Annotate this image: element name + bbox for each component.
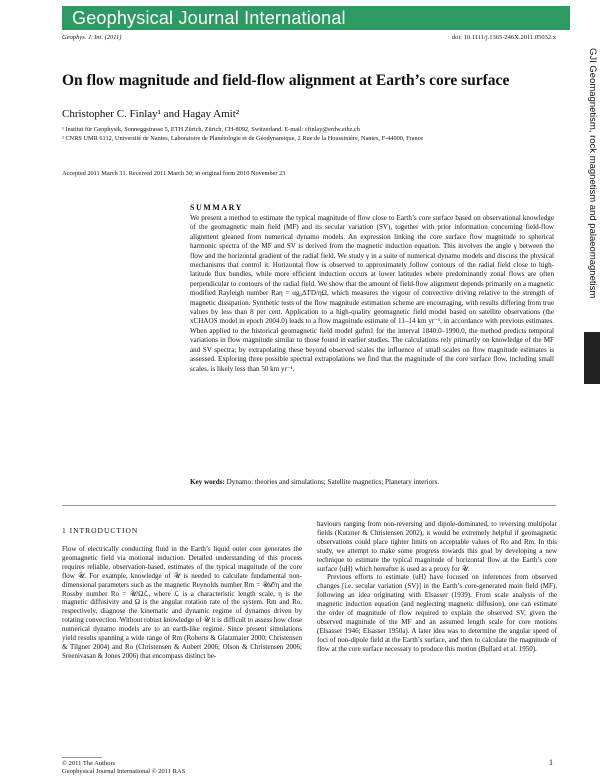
affiliation-2: ² CNRS UMR 6112, Université de Nantes, Laboratoire de Planétologie et de Géodynamique, 2 Rue de la Houssinière, Nantes, F-44000, France — [62, 135, 424, 142]
summary-heading: SUMMARY — [190, 203, 243, 212]
section-side-label: GJI Geomagnetism, rock magnetism and palaeomagnetism — [587, 48, 598, 299]
intro-heading: 1 INTRODUCTION — [62, 526, 139, 535]
summary-text: We present a method to estimate the typical magnitude of flow close to Earth’s core surface based on observational knowledge of the geomagnetic main field (MF) and its secular variation (SV), together with prior information concerning field-flow alignment gleaned from numerical dynamo models. An expression linking the core surface flow magnitude to spherical harmonic spectra of the MF and SV is derived from the magnetic induction equation. This involves the angle γ between the flow and the horizontal gradient of the radial field. We study γ in a suite of numerical dynamo models and discuss the physical mechanisms that control it. Horizontal flow is observed to approximately follow contours of the radial field close to high-latitude flux bundles, while more efficient induction occurs at lower latitudes where predominantly zonal flows are often perpendicular to contours of the radial field. We show that the amount of field-flow alignment depends primarily on a magnetic modified Rayleigh number Raη = αg₀ΔTD/ηΩ, which measures the vigour of convective driving relative to the strength of magnetic dissipation. Synthetic tests of the flow magnitude estimation scheme are encouraging, with results differing from true values by less than 8 per cent. Application to a high-quality geomagnetic field model based on satellite observations (the xCHAOS model in epoch 2004.0) leads to a flow magnitude estimate of 11–14 km yr⁻¹, in accordance with previous estimates. When applied to the historical geomagnetic field model gufm1 for the interval 1840.0–1990.0, the method predicts temporal variations in flow magnitude similar to those found in earlier studies. The calculations rely primarily on knowledge of the MF and SV spectra; by extrapolating these beyond observed scales the influence of small scales on flow magnitude estimates is assessed. Exploring three possible spectral extrapolations we find that the magnitude of the core surface flow, including small scales, is likely less than 50 km yr⁻¹. — [190, 214, 554, 373]
footer-divider — [62, 757, 102, 758]
footer-copyright: © 2011 The Authors Geophysical Journal International © 2011 RAS — [62, 760, 186, 775]
journal-citation: Geophys. J. Int. (2011) — [62, 34, 122, 41]
keywords-label: Key words: — [190, 478, 225, 486]
article-authors: Christopher C. Finlay¹ and Hagay Amit² — [62, 108, 240, 120]
received-dates: Accepted 2011 March 31. Received 2011 March 30; in original form 2010 November 23 — [62, 170, 286, 177]
journal-banner — [62, 6, 570, 30]
intro-paragraph: Previous efforts to estimate ⟨uH⟩ have focused on inferences from observed changes [i.e. secular variation (SV)] in the Earth’s core-generated main field (MF), following an idea originating with Elsasser (1939). From scale analysis of the magnetic induction equation (and neglecting magnetic diffusion), one can estimate the order of magnitude of flow required to explain the observed SV, given the observed magnitude of the MF and an assumed length scale for core motions (Elsasser 1946; Elsasser 1950a). A later idea was to determine the angular speed of foci of non-dipole field at the Earth’s surface, and then to calculate the magnitude of flow at the core surface necessary to produce this motion (Bullard et al. 1950). — [317, 573, 557, 653]
journal-name: Geophysical Journal International — [72, 8, 346, 28]
article-title: On flow magnitude and field-flow alignment at Earth’s core surface — [62, 72, 510, 89]
affiliation-1: ¹ Institut für Geophysik, Sonneggstrasse 5, ETH Zürich, Zürich, CH-8092, Switzerland. E-mail: cfinlay@erdw.ethz.ch — [62, 126, 360, 133]
section-side-tab — [584, 332, 600, 384]
intro-paragraph: Flow of electrically conducting fluid in the Earth’s liquid outer core generates the geomagnetic field via motional induction. Detailed understanding of this process requires reliable, observation-based, estimates of the typical magnitude of the core flow 𝒰. For example, knowledge of 𝒰 is needed to calculate fundamental non-dimensional parameters such as the magnetic Reynolds number Rm = 𝒰ℒ/η and the Rossby number Ro = 𝒰/Ωℒ, where ℒ is a characteristic length scale, η is the magnetic diffusivity and Ω is the angular rotation rate of the system. Rm and Ro, respectively, diagnose the kinematic and dynamic regime of dynamos driven by rotating convection. Without robust knowledge of 𝒰 it is difficult to assess how close numerical dynamo models are to an earth-like regime. Since present simulations yield results spanning a wide range of Rm (Roberts & Glatzmaier 2000; Christensen & Tilgner 2004) and Ro (Christensen & Aubert 2006; Olson & Christensen 2006; Sreenivasan & Jones 2006) that encompass distinct be- — [62, 545, 302, 660]
doi[interactable]: doi: 10.1111/j.1365-246X.2011.05032.x — [451, 34, 556, 41]
keywords — [190, 478, 554, 486]
intro-paragraph: haviours ranging from non-reversing and dipole-dominated, to reversing multipolar fields (Kutzner & Christensen 2002), it would be extremely helpful if geomagnetic observations could place tighter limits on acceptable values of Ro and Rm. In this study, we attempt to make some progress towards this goal by developing a new technique to estimate the typical magnitude of horizontal flow at the Earth’s core surface ⟨uH⟩ which hereafter is used as a proxy for 𝒰. — [317, 520, 557, 573]
intro-right-column — [317, 520, 557, 654]
intro-left-column — [62, 545, 302, 661]
section-divider — [62, 505, 556, 506]
page-number: 1 — [549, 758, 553, 767]
keywords-text: Dynamo: theories and simulations; Satellite magnetics; Planetary interiors. — [226, 478, 440, 486]
